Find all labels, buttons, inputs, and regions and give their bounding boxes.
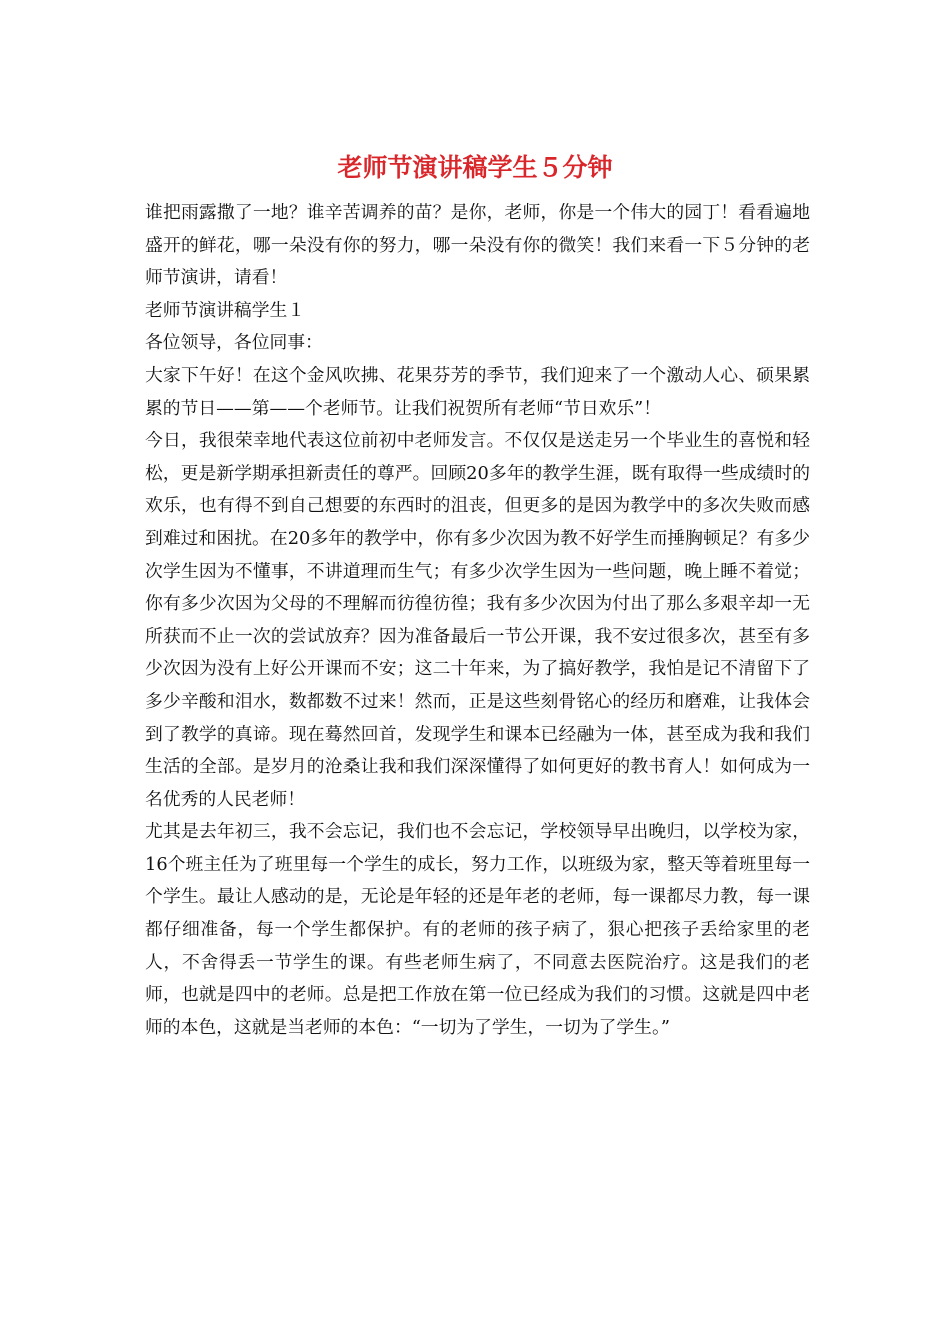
greeting-paragraph: 大家下午好！在这个金风吹拂、花果芬芳的季节，我们迎来了一个激动人心、硕果累累的节日——第——个老师节。让我们祝贺所有老师“节日欢乐”！ (145, 364, 810, 419)
reflection-paragraph: 今日，我很荣幸地代表这位前初中老师发言。不仅仅是送走另一个毕业生的喜悦和轻松，更是新学期承担新责任的尊严。回顾20多年的教学生涯，既有取得一些成绩时的欢乐，也有得不到自己想要的东西时的沮丧，但更多的是因为教学中的多次失败而感到难过和困扰。在20多年的教学中，你有多少次因为教不好学生而捶胸顿足？有多少次学生因为不懂事，不讲道理而生气；有多少次学生因为一些问题，晚上睡不着觉；你有多少次因为父母的不理解而彷徨彷徨；我有多少次因为付出了那么多艰辛却一无所获而不止一次的尝试放弃？因为准备最后一节公开课，我不安过很多次，甚至有多少次因为没有上好公开课而不安；这二十年来，为了搞好教学，我怕是记不清留下了多少辛酸和泪水，数都数不过来！然而，正是这些刻骨铭心的经历和磨难，让我体会到了教学的真谛。现在蓦然回首，发现学生和课本已经融为一体，甚至成为我和我们生活的全部。是岁月的沧桑让我和我们深深懂得了如何更好的教书育人！如何成为一名优秀的人民老师！ (145, 430, 810, 810)
document-title: 老师节演讲稿学生５分钟 (337, 153, 613, 182)
section-heading: 老师节演讲稿学生１ (145, 299, 306, 321)
salutation: 各位领导，各位同事： (145, 332, 323, 354)
document-body (145, 197, 810, 1044)
memory-paragraph: 尤其是去年初三，我不会忘记，我们也不会忘记，学校领导早出晚归，以学校为家，16个班主任为了班里每一个学生的成长，努力工作，以班级为家，整天等着班里每一个学生。最让人感动的是，无论是年轻的还是年老的老师，每一课都尽力教，每一课都仔细准备，每一个学生都保护。有的老师的孩子病了，狠心把孩子丢给家里的老人，不舍得丢一节学生的课。有些老师生病了，不同意去医院治疗。这是我们的老师，也就是四中的老师。总是把工作放在第一位已经成为我们的习惯。这就是四中老师的本色，这就是当老师的本色：“一切为了学生，一切为了学生。” (145, 821, 810, 1038)
intro-paragraph: 谁把雨露撒了一地？谁辛苦调养的苗？是你，老师，你是一个伟大的园丁！看看遍地盛开的鲜花，哪一朵没有你的努力，哪一朵没有你的微笑！我们来看一下５分钟的老师节演讲，请看！ (145, 202, 810, 289)
